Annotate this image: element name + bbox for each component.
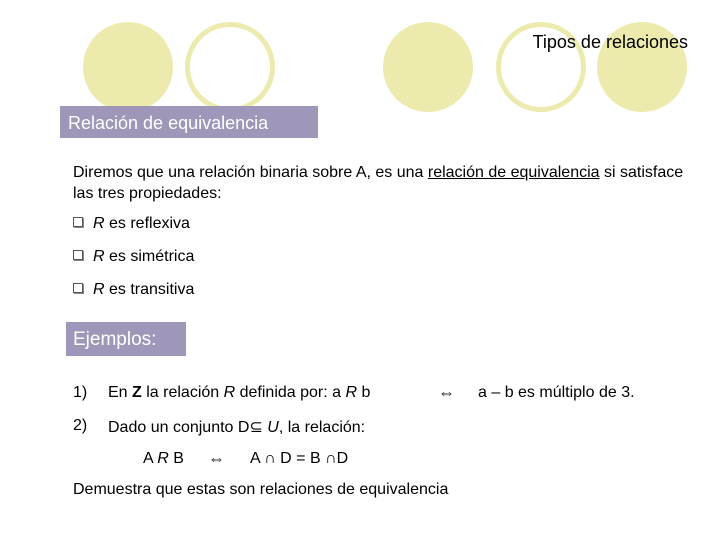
example-1-number: 1): [73, 384, 88, 401]
formula-left-b: B: [168, 450, 184, 467]
example-2-text: [108, 417, 365, 437]
formula-right-b: D = B: [275, 450, 326, 467]
checkbox-bullet-icon: [73, 217, 83, 227]
property-subject: R: [93, 248, 105, 265]
decor-circle-2: [383, 22, 473, 112]
intro-paragraph: [73, 162, 693, 204]
example-2-number: 2): [73, 417, 88, 434]
decor-circle-1: [83, 22, 173, 112]
example-1-text-b: la relación: [141, 384, 224, 401]
property-text: es simétrica: [104, 248, 195, 265]
example-1-text-a: En: [108, 384, 133, 401]
intersection-icon: ∩: [264, 450, 276, 467]
example-1-text-c: definida por: a: [235, 384, 346, 401]
example-1-text-d: b: [357, 384, 371, 401]
example-2-text-a: Dado un conjunto D: [108, 419, 250, 436]
examples-heading: Ejemplos:: [66, 322, 186, 356]
property-item-reflexiva: [73, 215, 190, 233]
formula-relation: R: [157, 450, 169, 467]
example-1-set: Z: [132, 384, 142, 401]
checkbox-bullet-icon: [73, 250, 83, 260]
formula-right-a: A: [250, 450, 265, 467]
formula-left-a: A: [143, 450, 158, 467]
checkbox-bullet-icon: [73, 283, 83, 293]
iff-arrow-icon: ⇔: [208, 449, 225, 468]
iff-arrow-icon: ⇔: [438, 383, 455, 402]
property-text: es reflexiva: [104, 215, 190, 232]
example-2-text-c: , la relación:: [278, 419, 366, 436]
example-2-formula-right: [250, 450, 348, 468]
formula-right-c: D: [336, 450, 349, 467]
example-1-relation: R: [223, 384, 236, 401]
slide-title: Tipos de relaciones: [532, 32, 688, 52]
example-1-text: [108, 384, 370, 402]
intersection-icon: ∩: [325, 450, 337, 467]
example-1-condition: a – b es múltiplo de 3.: [478, 384, 635, 401]
property-item-transitiva: [73, 281, 194, 299]
property-subject: R: [93, 215, 105, 232]
closing-statement: Demuestra que estas son relaciones de equivalencia: [73, 481, 449, 498]
example-2-formula-left: [143, 450, 184, 468]
section-title: Relación de equivalencia: [60, 106, 318, 138]
property-subject: R: [93, 281, 105, 298]
property-item-simetrica: [73, 248, 194, 266]
example-1-relation-2: R: [345, 384, 358, 401]
decor-ring-1: [185, 22, 275, 112]
property-text: es transitiva: [104, 281, 195, 298]
subset-icon: ⊆: [249, 419, 263, 436]
example-2-universe: U: [267, 419, 279, 436]
intro-text-after: si satisface las tres propiedades:: [73, 164, 684, 202]
intro-emphasis: relación de equivalencia: [427, 164, 600, 181]
intro-text-before: Diremos que una relación binaria sobre A, es una: [73, 164, 428, 181]
